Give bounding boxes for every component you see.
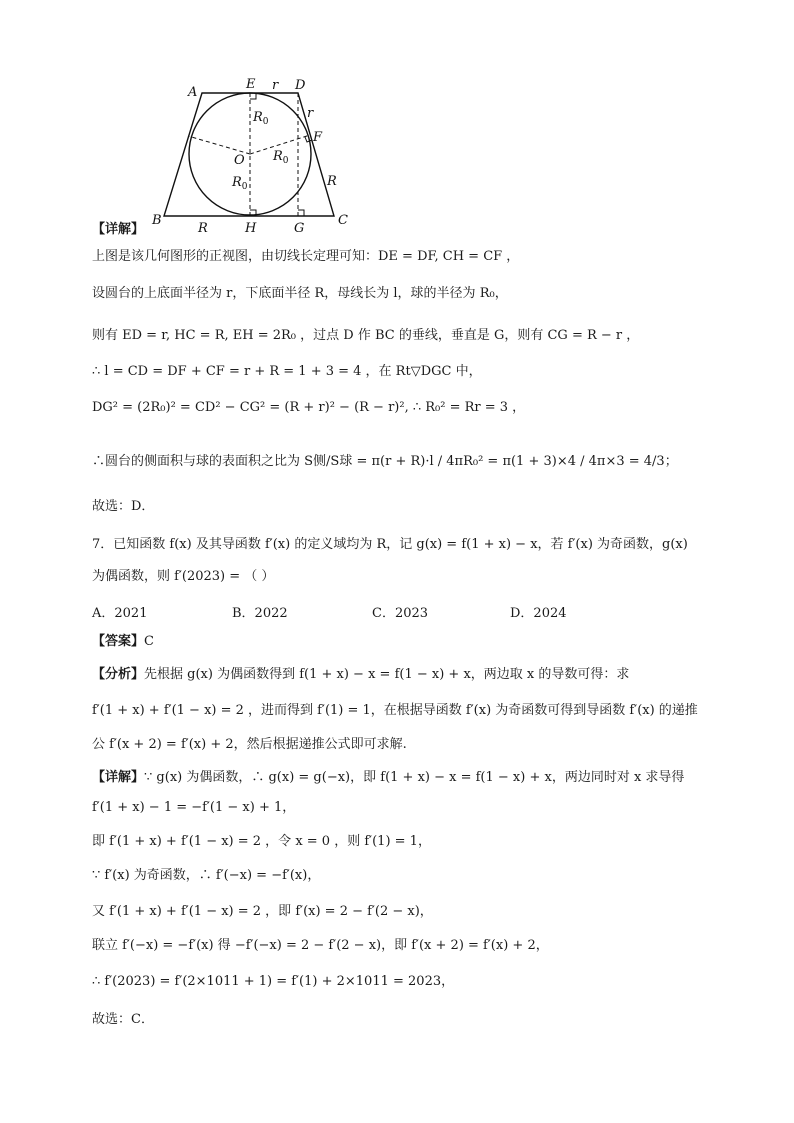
label-a: A (188, 85, 198, 100)
label-o: O (234, 153, 245, 168)
label-e: E (246, 77, 256, 92)
solution6-line-4: ∴ l = CD = DF + CF = r + R = 1 + 3 = 4 ，在 Rt▽DGC 中， (92, 364, 482, 379)
analysis-line-3: 公 f′(x + 2) = f′(x) + 2，然后根据递推公式即可求解. (92, 737, 407, 752)
label-r-top: r (272, 78, 279, 93)
answer-tag: 【答案】 (92, 634, 145, 649)
detail7-line-4: ∵ f′(x) 为奇函数，∴ f′(−x) = −f′(x)， (92, 868, 321, 883)
solution6-line-1: 上图是该几何图形的正视图，由切线长定理可知：DE = DF, CH = CF ， (92, 249, 520, 264)
label-r0-upper: $R_0$ (253, 110, 269, 127)
label-r0-right: $R_0$ (273, 149, 289, 166)
question7-line-2: 为偶函数，则 f′(2023) = （ ） (92, 569, 275, 584)
label-c: C (338, 213, 348, 228)
frustum-sphere-diagram (150, 72, 380, 234)
geometry-figure (150, 72, 380, 234)
detail7-line-3: 即 f′(1 + x) + f′(1 − x) = 2 ，令 x = 0 ，则 f′(1) = 1， (92, 834, 431, 849)
solution6-line-3: 则有 ED = r, HC = R, EH = 2R₀ ，过点 D 作 BC 的垂线，垂直是 G，则有 CG = R − r ， (92, 328, 640, 343)
option-c: C．2023 (372, 606, 429, 621)
analysis-line-1: 【分析】先根据 g(x) 为偶函数得到 f(1 + x) − x = f(1 − x) + x，两边取 x 的导数可得：求 (92, 667, 630, 682)
right-angle-g (298, 210, 304, 216)
answer-value: C (144, 634, 154, 649)
detail7-line-5: 又 f′(1 + x) + f′(1 − x) = 2 ，即 f′(x) = 2 − f′(2 − x)， (92, 904, 433, 919)
detail7-line-7: ∴ f′(2023) = f′(2×1011 + 1) = f′(1) + 2×1011 = 2023， (92, 974, 455, 989)
option-b: B．2022 (232, 606, 288, 621)
label-g: G (294, 221, 305, 234)
option-a: A．2021 (92, 606, 148, 621)
detail7-line-2: f′(1 + x) − 1 = −f′(1 − x) + 1， (92, 800, 296, 815)
label-f: F (313, 130, 323, 145)
label-r0-lower: $R_0$ (232, 175, 248, 192)
detail-tag-7: 【详解】 (92, 770, 145, 785)
solution6-line-6: ∴圆台的侧面积与球的表面积之比为 S侧/S球 = π(r + R)·l / 4πR₀² = π(1 + 3)×4 / 4π×3 = 4/3； (92, 454, 678, 469)
segment-o-left (188, 136, 250, 154)
solution6-answer: 故选：D． (92, 499, 155, 514)
analysis-line-2: f′(1 + x) + f′(1 − x) = 2 ，进而得到 f′(1) = 1，在根据导函数 f′(x) 为奇函数可得到导函数 f′(x) 的递推 (92, 703, 698, 718)
solution6-line-2: 设圆台的上底面半径为 r，下底面半径 R，母线长为 l，球的半径为 R₀， (92, 286, 508, 301)
analysis-tag: 【分析】 (92, 667, 145, 682)
option-d: D．2024 (510, 606, 567, 621)
answer-row (92, 632, 154, 652)
label-r-bottom: R (198, 221, 208, 234)
label-b: B (152, 213, 162, 228)
solution6-line-5: DG² = (2R₀)² = CD² − CG² = (R + r)² − (R − r)², ∴ R₀² = Rr = 3 ， (92, 400, 526, 415)
detail7-line-1: 【详解】∵ g(x) 为偶函数，∴ g(x) = g(−x)，即 f(1 + x) − x = f(1 − x) + x，两边同时对 x 求导得 (92, 770, 685, 785)
detail7-line-6: 联立 f′(−x) = −f′(x) 得 −f′(−x) = 2 − f′(2 − x)，即 f′(x + 2) = f′(x) + 2， (92, 938, 549, 953)
detail-tag-6: 【详解】 (92, 222, 145, 237)
label-d: D (295, 78, 306, 93)
label-r-right-side: R (327, 174, 337, 189)
detail7-answer: 故选：C． (92, 1012, 154, 1027)
label-r-side: r (307, 106, 314, 121)
question7-line-1: 7．已知函数 f(x) 及其导函数 f′(x) 的定义域均为 R，记 g(x) = f(1 + x) − x，若 f′(x) 为奇函数，g(x) (92, 537, 688, 552)
label-h: H (245, 221, 257, 234)
